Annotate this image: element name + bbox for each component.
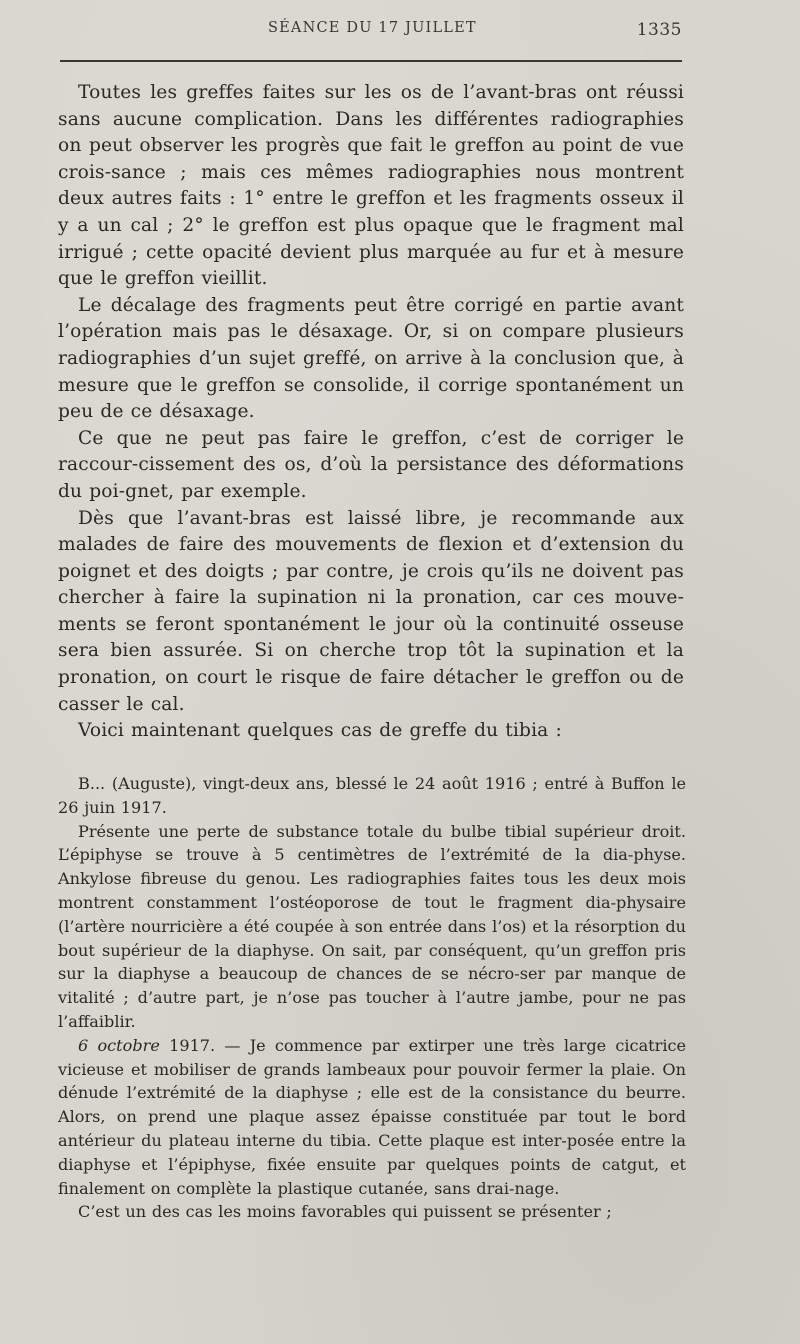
operation-details: 1917. — Je commence par extirper une très large cicatrice vicieuse et mobiliser de grands lambeaux pour pouvoir fermer la plaie. On dénude l’extrémité de la diaphyse ; elle est de la consistance du beurre. Alors, on prend une plaque assez épaisse constituée par tout le bord antérieur du plateau interne du tibia. Cette plaque est inter-posée entre la diaphyse et l’épiphyse, fixée ensuite par quelques points de catgut, et finalement on complète la plastique cutanée, sans drai-nage. [58,1035,687,1198]
case-operation [58,1034,686,1201]
case-description: Présente une perte de substance totale du bulbe tibial supérieur droit. L’épiphyse se trouve à 5 centimètres de l’extrémité de la dia-physe. Ankylose fibreuse du genou. Les radiographies faites tous les deux mois montrent constamment l’ostéoporose de tout le fragment dia-physaire (l’artère nourricière a été coupée à son entrée dans l’os) et la résorption du bout supérieur de la diaphyse. On sait, par conséquent, qu’un greffon pris sur la diaphyse a beaucoup de chances de se nécro-ser par manque de vitalité ; d’autre part, je n’ose pas toucher à l’autre jambe, pour ne pas l’affaiblir. [58,821,686,1031]
case-patient-intro: B... (Auguste), vingt-deux ans, blessé le 24 août 1916 ; entré à Buffon le 26 juin 1917. [58,774,686,817]
running-title: SÉANCE DU 17 JUILLET [268,20,477,36]
page-number: 1335 [636,20,682,40]
paragraph-tibia-intro: Voici maintenant quelques cas de greffe du tibia : [78,720,562,742]
paragraph-shortening: Ce que ne peut pas faire le greffon, c’est de corriger le raccour-cissement des os, d’où la persistance des déformations du poi-gnet, par exemple. [58,427,684,502]
paragraph-grafts-success: Toutes les greffes faites sur les os de l’avant-bras ont réussi sans aucune complication. Dans les différentes radiographies on peut observer les progrès que fait le greffon au point de vue crois-sance ; mais ces mêmes radiographies nous montrent deux autres faits : 1° entre le greffon et les fragments osseux il y a un cal ; 2° le greffon est plus opaque que le fragment mal irrigué ; cette opacité devient plus marquée au fur et à mesure que le greffon vieillit. [58,82,684,290]
main-text-block [58,80,684,745]
paragraph-movement-advice: Dès que l’avant-bras est laissé libre, je recommande aux malades de faire des mouvements de flexion et d’extension du poignet et des doigts ; par contre, je crois qu’ils ne doivent pas chercher à faire la supination ni la pronation, car ces mouve-ments se feront spontanément le jour où la continuité osseuse sera bien assurée. Si on cherche trop tôt la supination et la pronation, on court le risque de faire détacher le greffon ou de casser le cal. [58,507,684,715]
header-rule [60,60,682,62]
operation-date: 6 octobre [78,1035,160,1055]
case-closing-line: C’est un des cas les moins favorables qui puissent se présenter ; [78,1202,612,1222]
paragraph-fragment-offset: Le décalage des fragments peut être corrigé en partie avant l’opération mais pas le désaxage. Or, si on compare plusieurs radiographies d’un sujet greffé, on arrive à la conclusion que, à mesure que le greffon se consolide, il corrige spontanément un peu de ce désaxage. [58,294,684,423]
page-header [60,18,682,48]
case-report-block [58,772,686,1224]
